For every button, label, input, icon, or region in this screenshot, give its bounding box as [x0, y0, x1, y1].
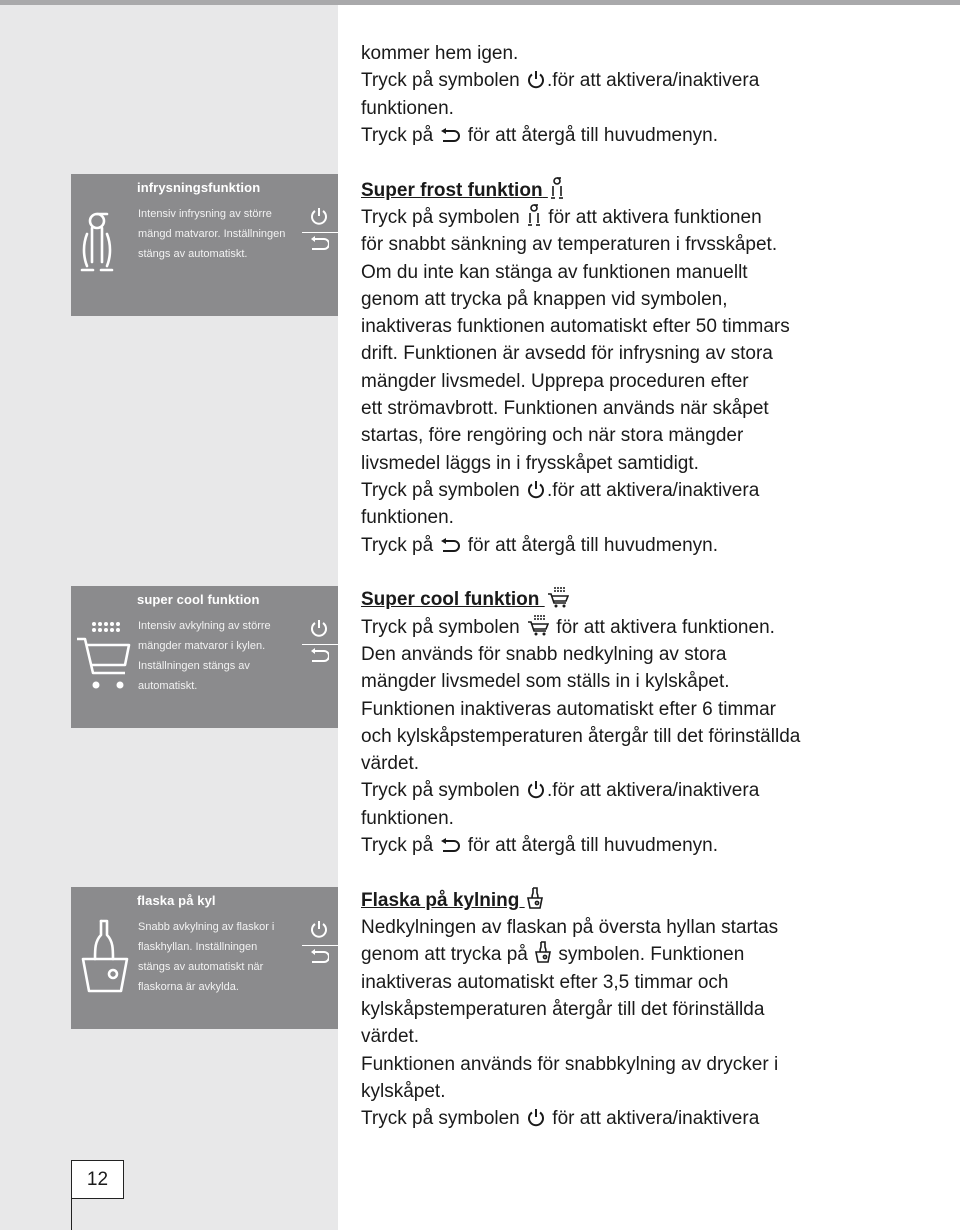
- penguin-icon: [527, 204, 541, 226]
- back-arrow-icon: [440, 128, 460, 144]
- text-line: genom att trycka på knappen vid symbolen,: [361, 288, 728, 310]
- text-line: Tryck på symbolen för att aktivera/inaktivera: [361, 1108, 760, 1130]
- text-line: genom att trycka på symbolen. Funktionen: [361, 941, 946, 968]
- shopping-cart-icon: [527, 614, 549, 636]
- back-arrow-icon[interactable]: [309, 648, 329, 666]
- power-icon: [527, 480, 545, 499]
- panel-title: flaska på kyl: [137, 893, 216, 908]
- text-line: mängder livsmedel. Upprepa proceduren efter: [361, 370, 749, 392]
- panel-bottle-chill: [71, 887, 338, 1029]
- text-line: Tryck på för att återgå till huvudmenyn.: [361, 534, 719, 556]
- text-line: Tryck på symbolen för att aktivera funktionen: [361, 204, 946, 231]
- text-line: funktionen.: [361, 807, 454, 829]
- text-line: Om du inte kan stänga av funktionen manuellt: [361, 261, 748, 283]
- page-number-rule: [71, 1198, 72, 1230]
- penguin-icon: [550, 177, 564, 199]
- bottle-bucket-icon: [527, 887, 543, 909]
- text-line: Tryck på symbolen .för att aktivera/inaktivera: [361, 70, 760, 92]
- text-line: livsmedel läggs in i frysskåpet samtidigt.: [361, 452, 699, 474]
- power-icon: [527, 1108, 545, 1127]
- text-line: kylskåpet.: [361, 1080, 446, 1102]
- back-arrow-icon: [440, 838, 460, 854]
- text-line: funktionen.: [361, 507, 454, 529]
- text-line: kylskåpstemperaturen återgår till det förinställda: [361, 999, 765, 1020]
- panel-description: Intensiv avkylning av större mängder matvaror i kylen. Inställningen stängs av automatiskt.: [138, 620, 271, 692]
- text-line: Nedkylningen av flaskan på översta hyllan startas: [361, 917, 779, 939]
- text-line: kommer hem igen.: [361, 43, 519, 64]
- power-icon: [527, 780, 545, 799]
- text-line: mängder livsmedel som ställs in i kylskåpet.: [361, 671, 730, 693]
- control-divider: [302, 232, 338, 233]
- back-arrow-icon[interactable]: [309, 236, 329, 254]
- shopping-cart-icon: [547, 586, 569, 608]
- shopping-cart-icon: [75, 619, 133, 691]
- bottle-bucket-icon: [81, 919, 131, 999]
- panel-title: infrysningsfunktion: [137, 180, 261, 195]
- text-line: inaktiveras automatiskt efter 3,5 timmar och: [361, 971, 729, 993]
- text-line: ett strömavbrott. Funktionen används när skåpet: [361, 398, 769, 420]
- text-line: värdet.: [361, 753, 420, 775]
- text-line: Tryck på för att återgå till huvudmenyn.: [361, 124, 719, 146]
- text-line: Tryck på symbolen .för att aktivera/inaktivera: [361, 479, 760, 501]
- text-line: Tryck på för att återgå till huvudmenyn.: [361, 835, 719, 857]
- text-line: och kylskåpstemperaturen återgår till det förinställda: [361, 725, 801, 747]
- power-icon: [527, 70, 545, 89]
- control-divider: [302, 644, 338, 645]
- power-icon[interactable]: [309, 919, 329, 939]
- text-line: startas, före rengöring och när stora mängder: [361, 425, 744, 447]
- bottle-bucket-icon: [535, 941, 551, 963]
- text-line: drift. Funktionen är avsedd för infrysning av stora: [361, 343, 773, 365]
- panel-super-cool: [71, 586, 338, 728]
- panel-title: super cool funktion: [137, 592, 260, 607]
- main-text: [361, 40, 946, 1132]
- back-arrow-icon[interactable]: [309, 949, 329, 967]
- panel-description: Intensiv infrysning av större mängd matvaror. Inställningen stängs av automatiskt.: [138, 208, 286, 260]
- text-line: värdet.: [361, 1026, 420, 1048]
- text-line: för snabbt sänkning av temperaturen i frvsskåpet.: [361, 234, 778, 256]
- section-heading-super-cool: Super cool funktion: [361, 586, 946, 613]
- section-heading-super-frost: Super frost funktion: [361, 177, 946, 204]
- penguin-icon: [79, 212, 123, 274]
- text-line: funktionen.: [361, 97, 454, 119]
- text-line: Funktionen inaktiveras automatiskt efter 6 timmar: [361, 698, 777, 720]
- panel-freeze-function: [71, 174, 338, 316]
- text-line: Tryck på symbolen .för att aktivera/inaktivera: [361, 780, 760, 802]
- text-line: inaktiveras funktionen automatiskt efter 50 timmars: [361, 316, 790, 338]
- page-number: 12: [71, 1160, 124, 1199]
- text-line: Funktionen används för snabbkylning av drycker i: [361, 1053, 779, 1075]
- panel-description: Snabb avkylning av flaskor i flaskhyllan. Inställningen stängs av automatiskt när flaskorna är avkylda.: [138, 921, 275, 993]
- power-icon[interactable]: [309, 618, 329, 638]
- control-divider: [302, 945, 338, 946]
- text-line: Den används för snabb nedkylning av stora: [361, 643, 727, 665]
- back-arrow-icon: [440, 538, 460, 554]
- power-icon[interactable]: [309, 206, 329, 226]
- text-line: Tryck på symbolen för att aktivera funktionen.: [361, 614, 946, 641]
- section-heading-bottle-chill: Flaska på kylning: [361, 887, 946, 914]
